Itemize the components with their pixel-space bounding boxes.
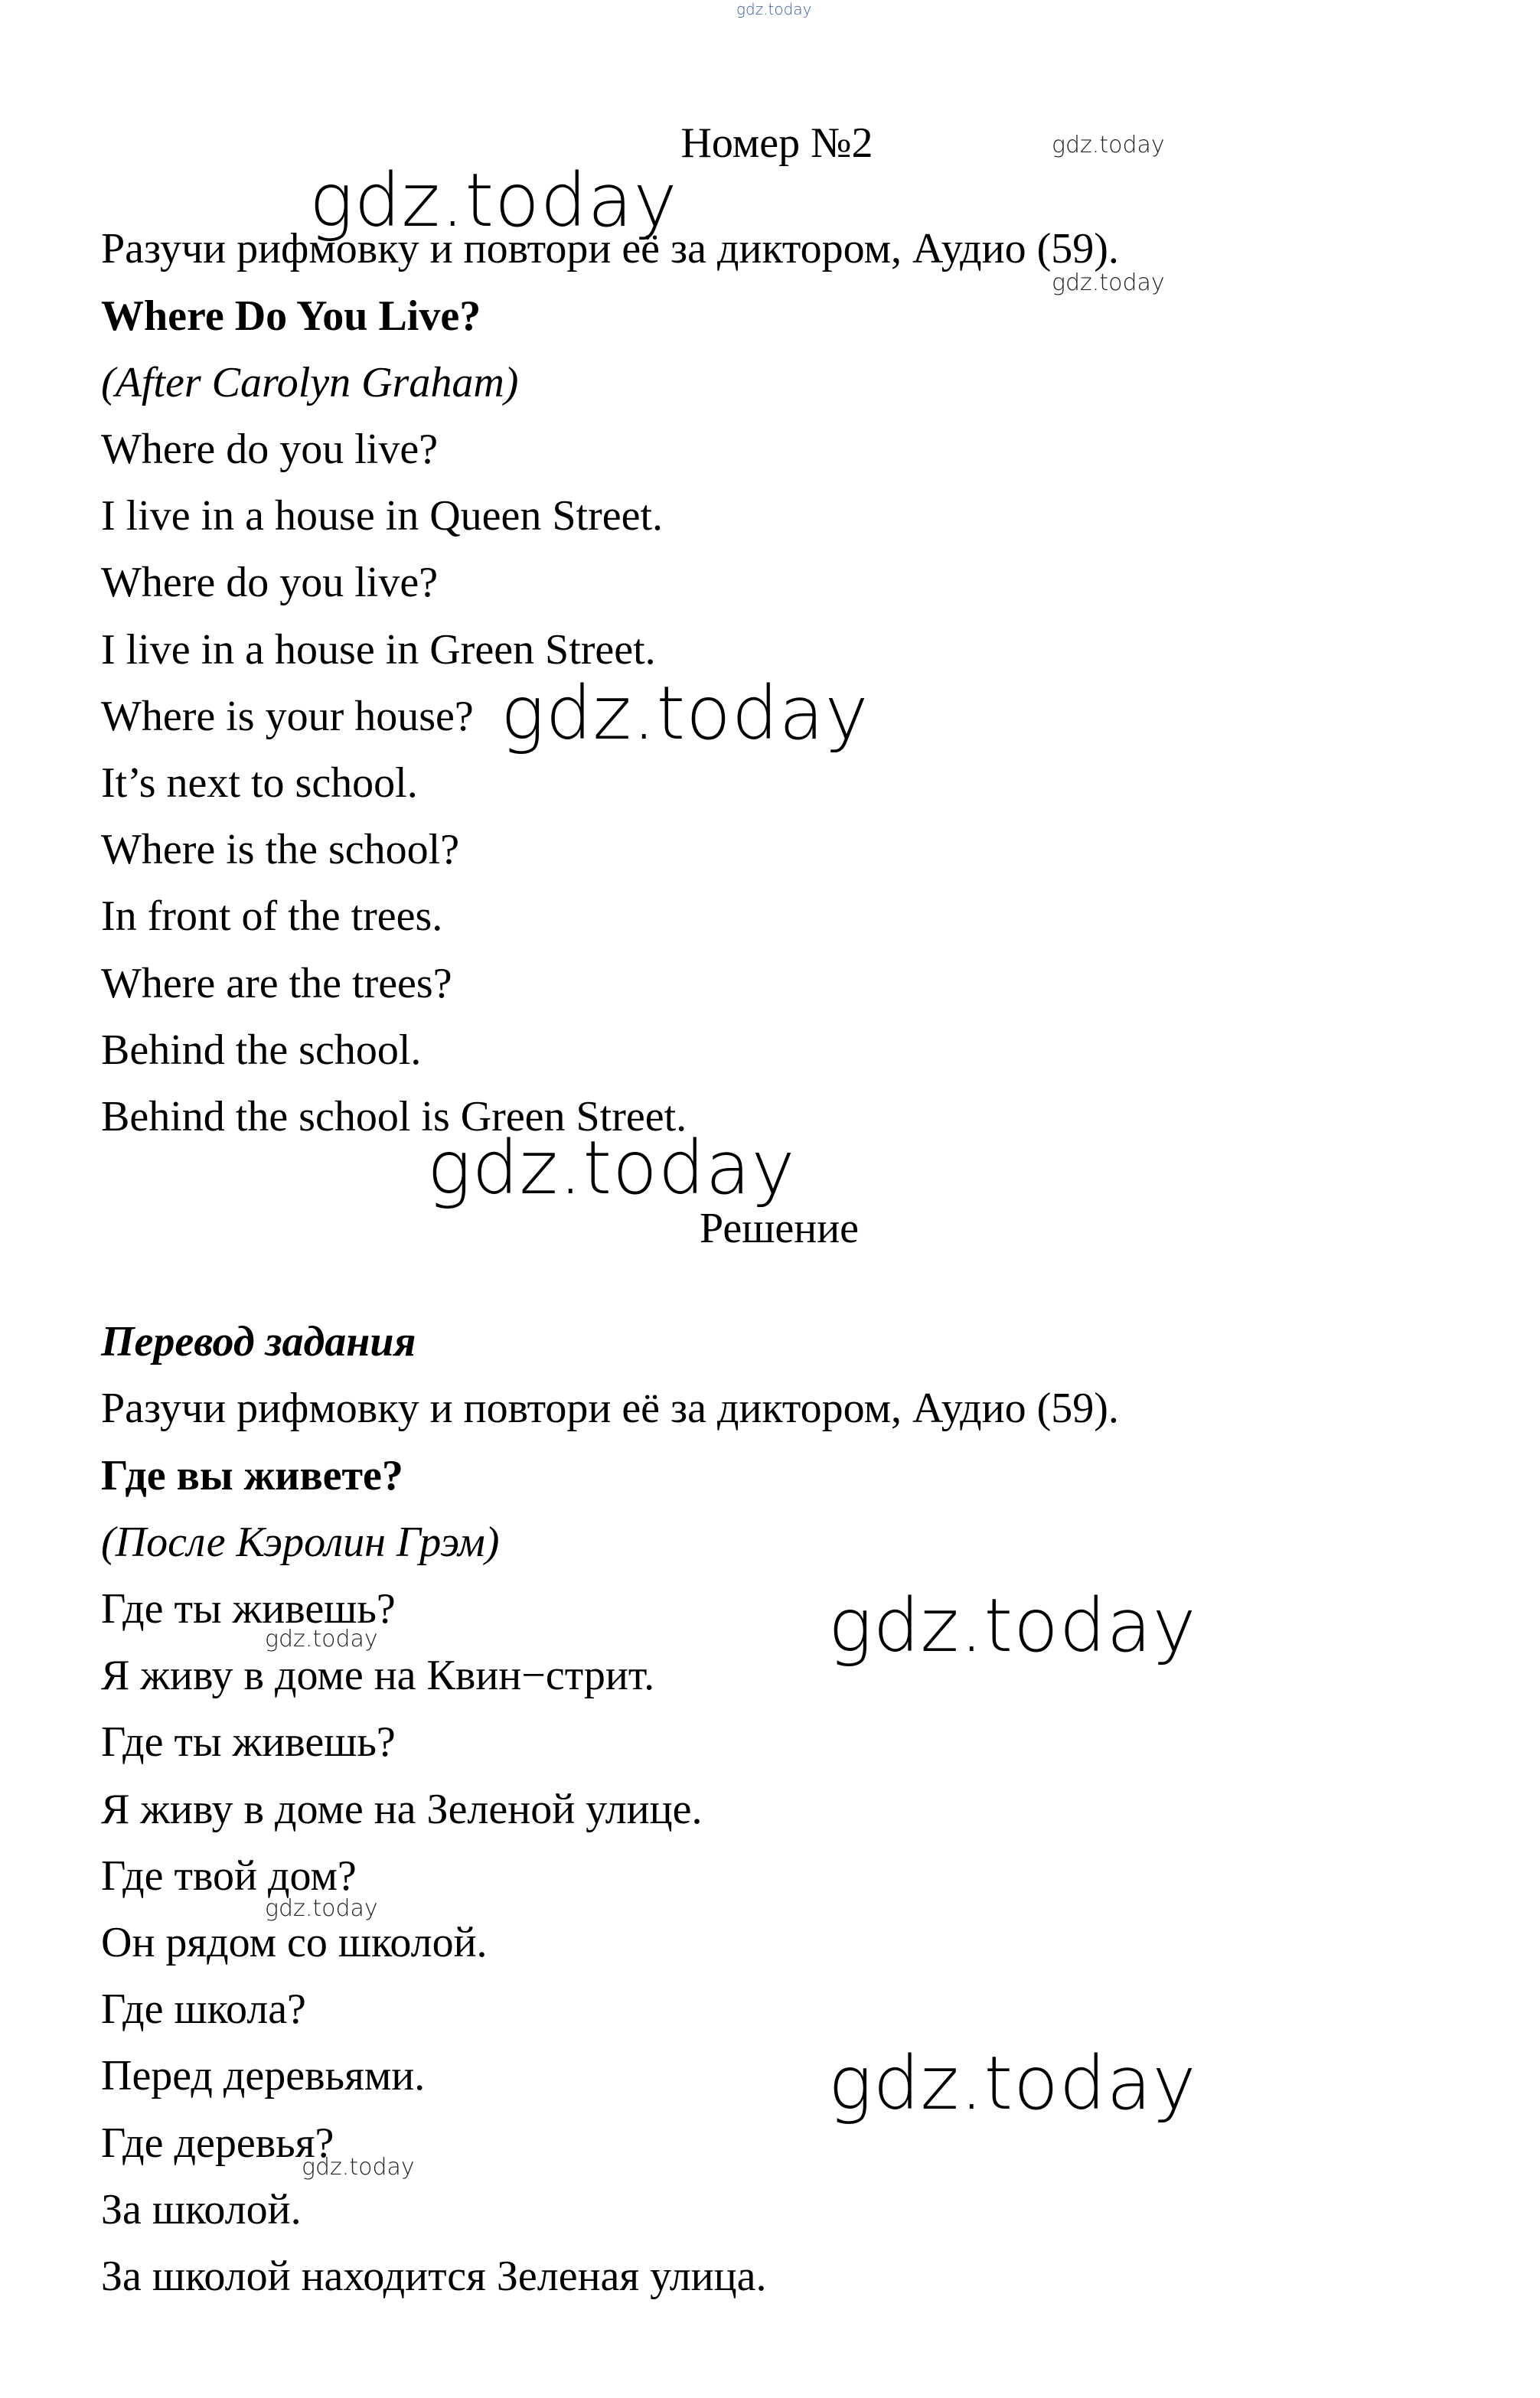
- translation-instruction: Разучи рифмовку и повтори её за диктором, Аудио (59).: [101, 1385, 1119, 1432]
- poem-line: Where do you live?: [101, 426, 439, 473]
- poem-title: Where Do You Live?: [101, 292, 481, 340]
- watermark: gdz.today: [265, 1626, 378, 1652]
- watermark: gdz.today: [501, 670, 870, 756]
- translation-author-note: (После Кэролин Грэм): [101, 1519, 500, 1566]
- task-instruction: Разучи рифмовку и повтори её за диктором, Аудио (59).: [101, 225, 1119, 272]
- solution-heading: Решение: [699, 1205, 860, 1252]
- translation-line: За школой.: [101, 2186, 302, 2233]
- poem-line: I live in a house in Green Street.: [101, 626, 656, 674]
- poem-line: Where do you live?: [101, 559, 439, 606]
- translation-line: Перед деревьями.: [101, 2052, 426, 2099]
- watermark: gdz.today: [1052, 132, 1165, 158]
- poem-line: In front of the trees.: [101, 892, 443, 940]
- watermark: gdz.today: [265, 1895, 378, 1922]
- watermark: gdz.today: [1052, 269, 1165, 296]
- watermark: gdz.today: [309, 158, 678, 243]
- translation-line: Где ты живешь?: [101, 1718, 396, 1766]
- translation-line: Он рядом со школой.: [101, 1919, 488, 1966]
- watermark: gdz.today: [302, 2154, 415, 2181]
- poem-line: It’s next to school.: [101, 759, 418, 807]
- translation-line: Где твой дом?: [101, 1852, 357, 1900]
- poem-line: Behind the school.: [101, 1026, 422, 1074]
- poem-line: Where is your house?: [101, 693, 474, 740]
- watermark-top: gdz.today: [736, 0, 812, 18]
- translation-line: Где деревья?: [101, 2119, 334, 2167]
- translation-line: За школой находится Зеленая улица.: [101, 2253, 767, 2300]
- poem-line: Where are the trees?: [101, 960, 452, 1007]
- author-note: (After Carolyn Graham): [101, 359, 519, 406]
- translation-line: Где ты живешь?: [101, 1585, 396, 1633]
- watermark: gdz.today: [828, 2041, 1197, 2126]
- translation-poem-title: Где вы живете?: [101, 1452, 403, 1499]
- translation-line: Я живу в доме на Квин−стрит.: [101, 1652, 655, 1699]
- translation-line: Я живу в доме на Зеленой улице.: [101, 1786, 703, 1833]
- translation-line: Где школа?: [101, 1985, 306, 2033]
- translation-heading: Перевод задания: [101, 1318, 416, 1365]
- poem-line: Where is the school?: [101, 826, 460, 873]
- watermark: gdz.today: [427, 1125, 796, 1211]
- watermark: gdz.today: [828, 1583, 1197, 1669]
- page-title: Номер №2: [680, 119, 873, 167]
- poem-line: I live in a house in Queen Street.: [101, 492, 664, 540]
- poem-line: Behind the school is Green Street.: [101, 1093, 687, 1140]
